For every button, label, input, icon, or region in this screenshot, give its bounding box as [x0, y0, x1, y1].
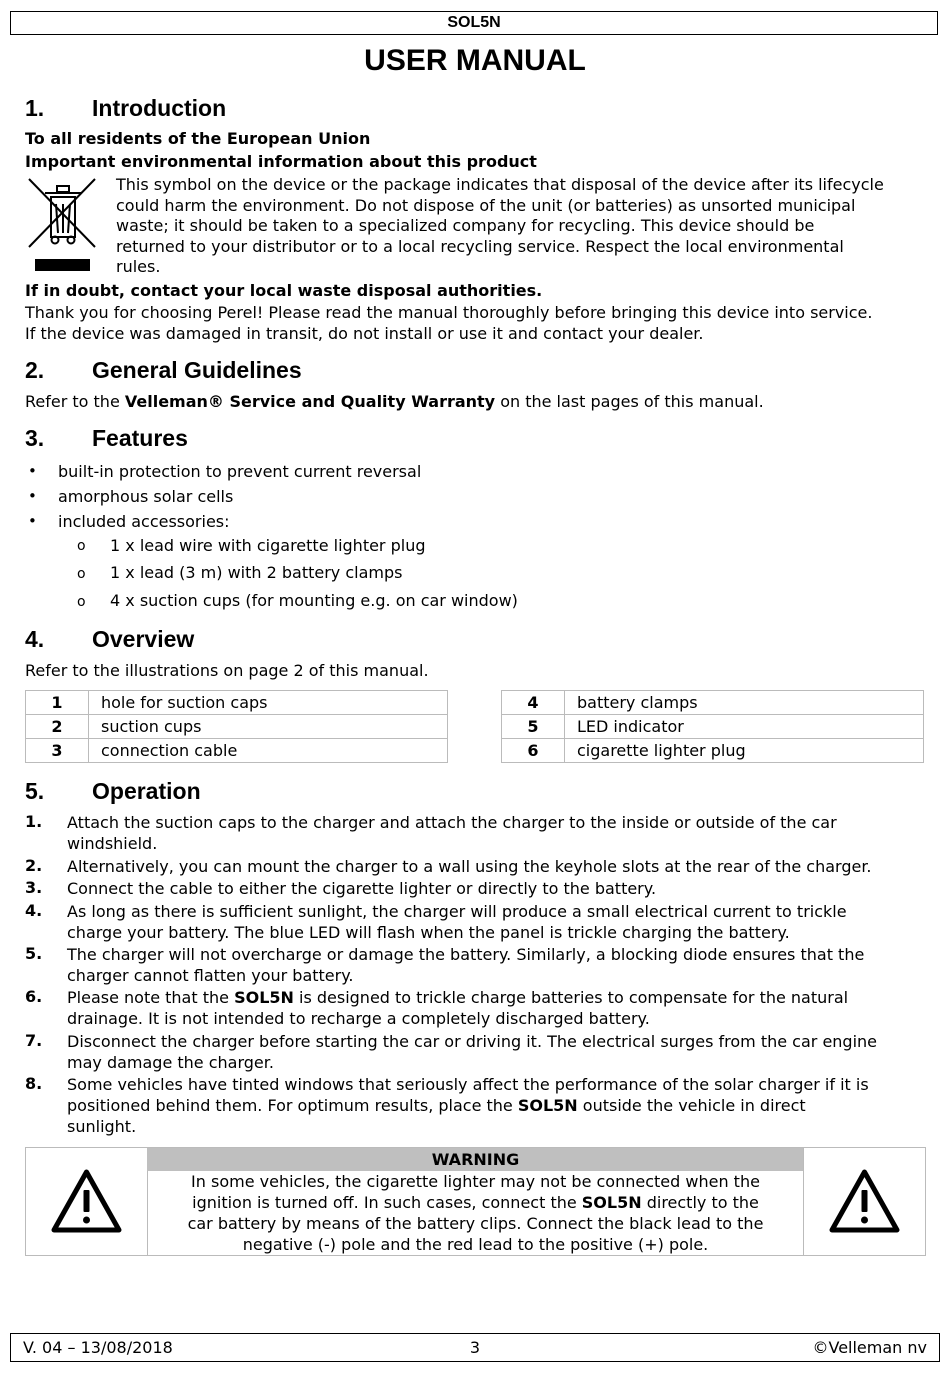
step-text — [67, 856, 927, 877]
section-heading-operation: 5. Operation — [25, 778, 201, 804]
warning-text — [147, 1171, 804, 1255]
step-line: Alternatively, you can mount the charger to a wall using the keyhole slots at the rear of the charger. — [67, 857, 872, 876]
version-date: V. 04 – 13/08/2018 — [23, 1338, 173, 1357]
step-number: 1. — [25, 812, 43, 831]
step-number: 8. — [25, 1074, 43, 1093]
overview-table-left — [25, 690, 448, 763]
sub-bullet-icon: o — [77, 566, 86, 582]
step-line: may damage the charger. — [67, 1053, 274, 1072]
step-text — [67, 1074, 927, 1137]
table-row: 3 connection cable — [26, 739, 448, 763]
table-row: 2 suction cups — [26, 715, 448, 739]
warning-line: ignition is turned off. In such cases, connect the SOL5N directly to the — [192, 1193, 759, 1212]
step-line: positioned behind them. For optimum results, place the SOL5N outside the vehicle in direct — [67, 1096, 806, 1115]
warning-line: In some vehicles, the cigarette lighter may not be connected when the — [191, 1172, 760, 1191]
warning-triangle-icon — [26, 1148, 147, 1255]
step-line: Connect the cable to either the cigarette lighter or directly to the battery. — [67, 879, 657, 898]
step-line: As long as there is sufficient sunlight, the charger will produce a small electrical current to trickle — [67, 902, 847, 921]
sub-bullet-icon: o — [77, 594, 86, 610]
guidelines-text: Refer to the Velleman® Service and Quality Warranty on the last pages of this manual. — [25, 392, 764, 411]
feature-item: amorphous solar cells — [58, 487, 234, 506]
step-line: charger cannot flatten your battery. — [67, 966, 354, 985]
table-row: 6 cigarette lighter plug — [502, 739, 924, 763]
step-text — [67, 944, 927, 986]
crossed-out-bin-icon — [25, 175, 100, 275]
step-text — [67, 901, 927, 943]
step-number: 3. — [25, 878, 43, 897]
step-line: charge your battery. The blue LED will flash when the panel is trickle charging the battery. — [67, 923, 790, 942]
eu-residents-line: To all residents of the European Union — [25, 129, 371, 148]
step-number: 6. — [25, 987, 43, 1006]
table-row: 4 battery clamps — [502, 691, 924, 715]
step-text — [67, 987, 927, 1029]
warning-title: WARNING — [147, 1148, 804, 1171]
overview-text: Refer to the illustrations on page 2 of this manual. — [25, 661, 429, 680]
step-line: drainage. It is not intended to recharge a completely discharged battery. — [67, 1009, 650, 1028]
table-row: 1 hole for suction caps — [26, 691, 448, 715]
section-heading-guidelines: 2. General Guidelines — [25, 357, 302, 383]
feature-item: included accessories: — [58, 512, 230, 531]
table-row: 5 LED indicator — [502, 715, 924, 739]
step-number: 4. — [25, 901, 43, 920]
page-number: 3 — [469, 1338, 481, 1357]
thanks-line-1: Thank you for choosing Perel! Please read the manual thoroughly before bringing this device into service. — [25, 303, 873, 322]
warning-line: car battery by means of the battery clips. Connect the black lead to the — [187, 1214, 764, 1233]
doubt-line: If in doubt, contact your local waste disposal authorities. — [25, 281, 543, 300]
step-text — [67, 1031, 927, 1073]
step-number: 5. — [25, 944, 43, 963]
warning-box — [25, 1147, 926, 1256]
accessory-item: 4 x suction cups (for mounting e.g. on car window) — [110, 591, 518, 610]
section-heading-features: 3. Features — [25, 425, 188, 451]
warning-line: negative (-) pole and the red lead to the positive (+) pole. — [242, 1235, 709, 1254]
step-line: Some vehicles have tinted windows that seriously affect the performance of the solar charger if it is — [67, 1075, 869, 1094]
bullet-icon: • — [28, 512, 37, 530]
thanks-line-2: If the device was damaged in transit, do not install or use it and contact your dealer. — [25, 324, 704, 343]
header-model-box — [10, 11, 938, 35]
page-footer — [10, 1333, 940, 1362]
step-text — [67, 878, 927, 899]
step-line: windshield. — [67, 834, 158, 853]
accessory-item: 1 x lead (3 m) with 2 battery clamps — [110, 563, 403, 582]
header-model: SOL5N — [447, 14, 501, 31]
warning-triangle-icon — [804, 1148, 925, 1255]
step-line: Disconnect the charger before starting the car or driving it. The electrical surges from the car engine — [67, 1032, 878, 1051]
step-line: The charger will not overcharge or damage the battery. Similarly, a blocking diode ensures that the — [67, 945, 865, 964]
step-line: Attach the suction caps to the charger and attach the charger to the inside or outside of the car — [67, 813, 837, 832]
step-number: 7. — [25, 1031, 43, 1050]
accessory-item: 1 x lead wire with cigarette lighter plug — [110, 536, 426, 555]
weee-paragraph: This symbol on the device or the package indicates that disposal of the device after its lifecycle could harm the environment. Do not dispose of the unit (or batteries) as unsorted municipal waste; it should be taken to a specialized company for recycling. This device should be returned to your distributor or to a local recycling service. Respect the local environmental rules. — [116, 175, 884, 277]
step-line: Please note that the SOL5N is designed to trickle charge batteries to compensate for the natural — [67, 988, 849, 1007]
overview-table-right — [501, 690, 924, 763]
step-text — [67, 812, 927, 854]
warning-content — [147, 1148, 804, 1255]
bullet-icon: • — [28, 462, 37, 480]
step-line: sunlight. — [67, 1117, 137, 1136]
copyright: ©Velleman nv — [812, 1338, 927, 1357]
environment-info-line: Important environmental information about this product — [25, 152, 537, 171]
bullet-icon: • — [28, 487, 37, 505]
section-heading-introduction: 1. Introduction — [25, 95, 227, 121]
sub-bullet-icon: o — [77, 538, 86, 554]
section-heading-overview: 4. Overview — [25, 626, 195, 652]
feature-item: built-in protection to prevent current reversal — [58, 462, 422, 481]
page-title: USER MANUAL — [364, 44, 586, 77]
step-number: 2. — [25, 856, 43, 875]
